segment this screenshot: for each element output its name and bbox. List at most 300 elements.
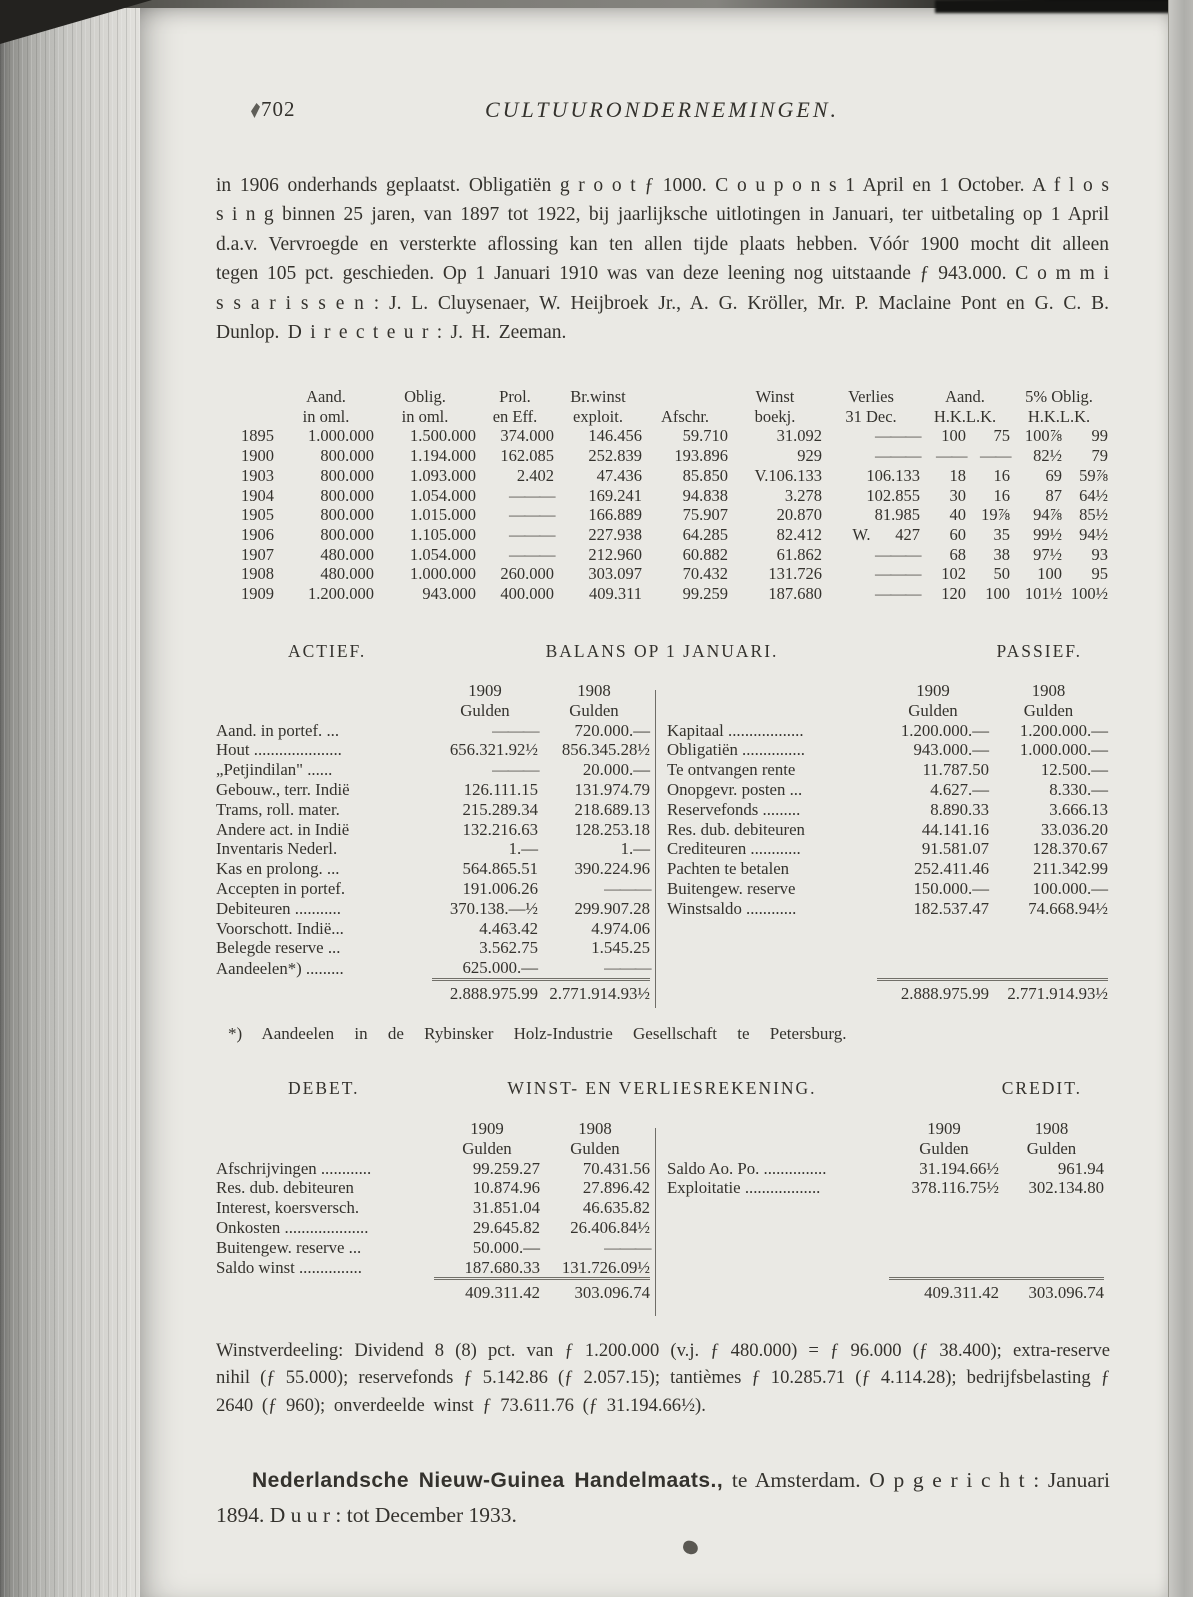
book-page-edges [0, 0, 140, 1597]
balance-section-titles [216, 641, 1108, 663]
fin-row [667, 919, 1108, 939]
fin-value-cell: 4.974.06 [591, 918, 650, 938]
fin-label-cell [667, 1218, 889, 1238]
history-value-cell: 94.838 [682, 485, 728, 505]
fin-label-cell: Res. dub. debiteuren [667, 819, 805, 839]
fin-unit-cell: Gulden [1023, 700, 1074, 720]
fin-total-cell: 303.096.74 [999, 1279, 1104, 1303]
history-value-cell: 800.000 [320, 446, 374, 466]
fin-unit-cell: Gulden [460, 700, 510, 720]
history-row [228, 505, 1108, 525]
history-table-header [228, 387, 1108, 426]
fin-label-cell: Aandeelen*) ......... [216, 958, 344, 978]
history-header-row [228, 387, 1108, 407]
history-row [228, 525, 1108, 545]
fin-value-cell: ——— [492, 760, 538, 780]
fin-row [667, 879, 1108, 899]
fin-label-cell [667, 938, 877, 958]
history-value-cell: 800.000 [320, 465, 374, 485]
history-value-cell: 100 [1037, 564, 1062, 584]
fin-table-body [216, 1159, 650, 1279]
fin-value-cell: 187.680.33 [464, 1257, 540, 1277]
history-value-cell: 1.093.000 [410, 465, 476, 485]
history-value-cell: 75 [993, 426, 1010, 446]
fin-value-cell: 961.94 [1057, 1158, 1104, 1178]
fin-value-cell: 150.000.— [913, 878, 989, 898]
history-value-cell: 106.133 [866, 465, 920, 485]
balans-title: BALANS OP 1 JANUARI. [545, 641, 779, 661]
fin-row [667, 859, 1108, 879]
fin-row [216, 760, 650, 780]
fin-value-cell: 33.036.20 [1040, 819, 1108, 839]
history-value-cell: 99½ [1033, 524, 1062, 544]
history-header-cell: 31 Dec. [845, 406, 897, 426]
fin-header-cell [216, 1119, 434, 1139]
fin-total-cell: 409.311.42 [434, 1279, 540, 1303]
fin-label-cell: Belegde reserve ... [216, 938, 341, 958]
history-value-cell: 30 [949, 485, 966, 505]
fin-year-header-row [216, 1119, 650, 1139]
history-value-cell: 480.000 [320, 544, 374, 564]
fin-row [216, 938, 650, 958]
fin-value-cell: 1.000.000.— [1019, 740, 1108, 760]
actief-title: ACTIEF. [288, 641, 367, 661]
fin-row [216, 1159, 650, 1179]
fin-table-body [667, 1159, 1104, 1279]
history-value-cell: 146.456 [588, 426, 642, 446]
fin-unit-header-row [667, 1139, 1104, 1159]
fin-table-header [216, 1119, 650, 1159]
fin-value-cell: 1.— [508, 839, 538, 859]
fin-row [216, 800, 650, 820]
fin-value-cell: 20.000.— [582, 760, 650, 780]
fin-row [216, 740, 650, 760]
history-value-cell: 1.000.000 [308, 426, 374, 446]
fin-value-cell: 1.545.25 [591, 938, 650, 958]
history-value-cell: 1.105.000 [410, 524, 476, 544]
fin-header-cell [667, 1119, 889, 1139]
fin-label-cell [667, 1258, 889, 1279]
fin-row [667, 1198, 1104, 1218]
history-value-cell: ——— [509, 505, 554, 525]
fin-row [667, 740, 1108, 760]
credit-title: CREDIT. [1001, 1078, 1082, 1098]
history-value-cell: 35 [993, 524, 1010, 544]
debet-title: DEBET. [288, 1078, 360, 1098]
fin-value-cell: 211.342.99 [1033, 859, 1108, 879]
history-row [228, 545, 1108, 565]
history-value-cell: 187.680 [768, 584, 822, 604]
fin-value-cell [999, 1198, 1104, 1218]
history-value-cell: 18 [949, 465, 966, 485]
fin-label-cell: Debiteuren ........... [216, 898, 341, 918]
fin-value-cell: ——— [604, 878, 650, 898]
history-header-cell: en Eff. [492, 406, 538, 426]
history-year-cell: 1895 [241, 426, 274, 446]
fin-year-cell: 1908 [578, 1119, 612, 1138]
history-row [228, 486, 1108, 506]
fin-value-cell [889, 1218, 999, 1238]
fin-value-cell: 27.896.42 [582, 1178, 650, 1198]
company-details: te Amsterdam. O p g e r i c h t : Januari 1894. D u u r : tot December 1933. [216, 1467, 1110, 1527]
fin-row [216, 1178, 650, 1198]
fin-value-cell: 44.141.16 [921, 819, 989, 839]
fin-value-cell: 8.890.33 [930, 799, 989, 819]
history-header-cell: in oml. [302, 406, 350, 426]
fin-value-cell: 131.974.79 [574, 779, 650, 799]
fin-value-cell: 1.200.000.— [900, 720, 989, 740]
history-value-cell: 61.862 [776, 544, 822, 564]
fin-label-cell: Saldo winst ............... [216, 1258, 362, 1278]
history-header-cell: exploit. [573, 406, 623, 426]
history-value-cell: 60 [949, 524, 966, 544]
history-value-cell: 2.402 [516, 465, 554, 485]
fin-value-cell [989, 958, 1108, 979]
history-year-cell: 1907 [241, 544, 274, 564]
fin-header-cell [667, 1139, 889, 1159]
fin-total-cell: 303.096.74 [540, 1279, 650, 1303]
history-value-cell: ——— [875, 426, 920, 446]
history-value-cell: 400.000 [500, 584, 554, 604]
fin-value-cell: 218.689.13 [574, 799, 650, 819]
history-table-body [228, 426, 1108, 603]
history-year-cell: 1900 [241, 446, 274, 466]
fin-label-cell: Res. dub. debiteuren [216, 1178, 354, 1198]
history-value-cell: 1.054.000 [410, 544, 476, 564]
profit-loss-statement [216, 1119, 1108, 1303]
history-value-cell: 166.889 [588, 505, 642, 525]
fin-total-label [667, 1279, 889, 1303]
history-value-cell: 31.092 [776, 426, 822, 446]
fin-row [667, 1258, 1104, 1279]
fin-label-cell: Saldo Ao. Po. ............... [667, 1158, 827, 1178]
fin-label-cell: Te ontvangen rente [667, 760, 796, 780]
history-value-cell: 260.000 [500, 564, 554, 584]
history-value-cell: 95 [1091, 564, 1108, 584]
fin-value-cell: 3.562.75 [479, 938, 538, 958]
history-value-cell: 69 [1045, 465, 1062, 485]
fin-value-cell: 1.— [620, 839, 650, 859]
profit-loss-divider [655, 1128, 656, 1316]
history-year-cell: 1905 [241, 505, 274, 525]
fin-value-cell: 10.874.96 [472, 1178, 540, 1198]
fin-value-cell: 856.345.28½ [561, 740, 650, 760]
history-value-cell: ——— [509, 485, 554, 505]
history-value-cell: 409.311 [588, 584, 642, 604]
fin-table-footer [216, 979, 650, 1003]
fin-label-cell: Hout ..................... [216, 740, 342, 760]
balance-sheet [216, 681, 1108, 1004]
history-value-cell: 64½ [1079, 485, 1108, 505]
fin-value-cell: 370.138.—½ [449, 898, 538, 918]
history-value-cell: ——— [509, 544, 554, 564]
history-header-cell: Verlies [848, 387, 894, 406]
fin-value-cell: 625.000.— [462, 958, 538, 978]
fin-value-cell: 4.627.— [930, 779, 989, 799]
history-header-cell: boekj. [754, 406, 796, 426]
history-value-cell: 94⅞ [1033, 505, 1062, 525]
history-value-cell: 227.938 [588, 524, 642, 544]
history-value-cell: 212.960 [588, 544, 642, 564]
fin-value-cell: 215.289.34 [462, 799, 538, 819]
history-value-cell: 1.200.000 [308, 584, 374, 604]
fin-row [667, 839, 1108, 859]
fin-label-cell: Interest, koersversch. [216, 1198, 360, 1218]
fin-row [216, 879, 650, 899]
history-value-cell: 93 [1091, 544, 1108, 564]
fin-year-cell: 1908 [1031, 681, 1066, 700]
fin-label-cell: Buitengew. reserve ... [216, 1237, 362, 1257]
history-header-cell [642, 387, 728, 407]
fin-table-body [216, 721, 650, 980]
fin-value-cell: 99.259.27 [472, 1158, 540, 1178]
history-value-cell: ——— [509, 524, 554, 544]
fin-year-cell: 1908 [1034, 1119, 1069, 1138]
running-header: CULTUURONDERNEMINGEN. [484, 97, 840, 122]
fin-value-cell: 128.253.18 [574, 819, 650, 839]
history-value-cell: 16 [993, 465, 1010, 485]
fin-value-cell: 31.194.66½ [919, 1158, 999, 1178]
history-value-cell: ——— [875, 584, 920, 604]
fin-value-cell [889, 1198, 999, 1218]
history-value-cell: 100½ [1070, 584, 1108, 604]
history-row [228, 426, 1108, 446]
fin-label-cell: Voorschott. Indië... [216, 918, 344, 938]
balance-footnote: *) Aandeelen in de Rybinsker Holz-Industrie Gesellschaft te Petersburg. [228, 1024, 847, 1043]
fin-label-cell: Andere act. in Indië [216, 819, 350, 839]
history-value-cell: —— [980, 446, 1010, 466]
fin-row [667, 1238, 1104, 1258]
page-header-row [218, 97, 1106, 123]
history-header-cell: Oblig. [404, 387, 446, 406]
history-value-cell: 59⅞ [1079, 465, 1108, 485]
history-value-cell: 85.850 [682, 465, 728, 485]
fin-row [667, 820, 1108, 840]
history-value-cell: 82.412 [776, 524, 822, 544]
fin-row [216, 820, 650, 840]
fin-label-cell: Gebouw., terr. Indië [216, 779, 350, 799]
fin-table-footer [216, 1279, 650, 1303]
actief-table [216, 681, 650, 1004]
fin-label-cell: Crediteuren ............ [667, 839, 801, 859]
history-header-cell: 5% Oblig. [1025, 387, 1093, 406]
history-header-cell: H.K.L.K. [933, 406, 997, 426]
history-header-cell: Aand. [306, 387, 346, 406]
fin-row [216, 859, 650, 879]
fin-total-cell: 2.771.914.93½ [538, 979, 650, 1003]
fin-value-cell: 8.330.— [1049, 779, 1108, 799]
fin-year-header-row [667, 681, 1108, 701]
fin-value-cell: 12.500.— [1040, 760, 1108, 780]
passief-table [667, 681, 1108, 1004]
history-value-cell: 20.870 [776, 505, 822, 525]
fin-label-cell: Inventaris Nederl. [216, 839, 338, 859]
fin-row [667, 1159, 1104, 1179]
fin-table-header [667, 1119, 1104, 1159]
debet-table [216, 1119, 650, 1303]
history-value-cell: 47.436 [596, 465, 642, 485]
history-value-cell: V.106.133 [754, 465, 822, 485]
fin-unit-cell: Gulden [570, 1138, 620, 1158]
fin-header-cell [216, 681, 432, 701]
fin-year-cell: 1909 [468, 681, 502, 700]
fin-value-cell [877, 938, 989, 958]
fin-label-cell: Afschrijvingen ............ [216, 1158, 372, 1178]
history-value-cell: 193.896 [674, 446, 728, 466]
history-value-cell: 943.000 [422, 584, 476, 604]
fin-label-cell: Pachten te betalen [667, 859, 790, 879]
fin-row [667, 800, 1108, 820]
history-value-cell: ——— [875, 446, 920, 466]
fin-row [216, 839, 650, 859]
fin-year-cell: 1908 [577, 681, 611, 700]
fin-label-cell: Buitengew. reserve [667, 878, 796, 898]
history-value-cell: 102.855 [866, 485, 920, 505]
fin-label-cell: Onopgevr. posten ... [667, 779, 803, 799]
fin-value-cell: 943.000.— [913, 740, 989, 760]
fin-value-cell: 191.006.26 [462, 878, 538, 898]
history-row [228, 564, 1108, 584]
history-value-cell: 40 [949, 505, 966, 525]
history-value-cell: 19⅞ [981, 505, 1010, 525]
fin-value-cell: 299.907.28 [574, 898, 650, 918]
credit-table [667, 1119, 1104, 1303]
fin-unit-cell: Gulden [462, 1138, 512, 1158]
history-value-cell: 1.054.000 [410, 485, 476, 505]
history-row [228, 446, 1108, 466]
history-value-cell: 85½ [1079, 505, 1108, 525]
fin-value-cell: 131.726.09½ [561, 1257, 650, 1277]
history-value-cell: 94½ [1079, 524, 1108, 544]
fin-total-cell: 2.888.975.99 [877, 979, 989, 1003]
fin-value-cell: 91.581.07 [921, 839, 989, 859]
fin-table-header [216, 681, 650, 721]
history-value-cell: 100⅞ [1024, 426, 1062, 446]
fin-table-body [667, 721, 1108, 980]
fin-value-cell [999, 1258, 1104, 1279]
history-table [228, 387, 1108, 604]
history-value-cell: 800.000 [320, 485, 374, 505]
history-value-cell: 1.500.000 [410, 426, 476, 446]
fin-value-cell [889, 1258, 999, 1279]
fin-value-cell: 302.134.80 [1028, 1178, 1104, 1198]
fin-row [216, 1198, 650, 1218]
history-value-cell: 59.710 [682, 426, 728, 446]
fin-value-cell: 390.224.96 [574, 859, 650, 879]
fin-row [216, 721, 650, 741]
fin-row [216, 1258, 650, 1279]
fin-year-cell: 1909 [927, 1119, 961, 1138]
history-year-cell: 1903 [241, 465, 274, 485]
fin-value-cell: 656.321.92½ [449, 740, 538, 760]
fin-unit-cell: Gulden [1026, 1138, 1077, 1158]
fin-value-cell: 70.431.56 [582, 1158, 650, 1178]
fin-unit-header-row [216, 1139, 650, 1159]
fin-label-cell: Winstsaldo ............ [667, 898, 797, 918]
history-header-cell: Br.winst [570, 387, 626, 406]
fin-value-cell [999, 1218, 1104, 1238]
fin-total-label [216, 979, 432, 1003]
history-row [228, 466, 1108, 486]
fin-label-cell: „Petjindilan" ...... [216, 760, 333, 780]
history-value-cell: 1.015.000 [410, 505, 476, 525]
history-value-cell: 800.000 [320, 524, 374, 544]
fin-total-label [667, 979, 877, 1003]
fin-total-cell: 2.771.914.93½ [989, 979, 1108, 1003]
fin-total-label [216, 1279, 434, 1303]
history-value-cell: 252.839 [588, 446, 642, 466]
fin-total-row [216, 979, 650, 1003]
fin-value-cell: 1.200.000.— [1019, 720, 1108, 740]
fin-table-footer [667, 979, 1108, 1003]
company-name: Nederlandsche Nieuw-Guinea Handelmaats., [252, 1468, 724, 1492]
fin-value-cell: 126.111.15 [463, 779, 538, 799]
history-value-cell: W. 427 [852, 524, 920, 544]
fin-label-cell: Reservefonds ......... [667, 799, 801, 819]
fin-unit-cell: Gulden [919, 1138, 969, 1158]
fin-value-cell: 564.865.51 [462, 859, 538, 879]
fin-row [667, 721, 1108, 741]
fin-value-cell: 31.851.04 [472, 1198, 540, 1218]
fin-table-header [667, 681, 1108, 721]
history-value-cell: 50 [993, 564, 1010, 584]
fin-label-cell [667, 958, 877, 979]
history-row [228, 584, 1108, 604]
fin-row [216, 780, 650, 800]
history-value-cell: 38 [993, 544, 1010, 564]
history-value-cell: 70.432 [682, 564, 728, 584]
fin-value-cell: 720.000.— [574, 720, 650, 740]
fin-unit-header-row [667, 701, 1108, 721]
fin-value-cell [877, 919, 989, 939]
history-header-cell: Afschr. [660, 406, 710, 426]
fin-value-cell: 29.645.82 [472, 1217, 540, 1237]
fin-row [667, 938, 1108, 958]
fin-total-row [667, 1279, 1104, 1303]
history-header-cell [228, 387, 278, 407]
page-right-edge [1168, 0, 1193, 1597]
history-header-cell: Winst [755, 387, 795, 406]
fin-year-header-row [216, 681, 650, 701]
fin-header-cell [216, 1139, 434, 1159]
fin-unit-header-row [216, 701, 650, 721]
history-value-cell: 100 [985, 584, 1010, 604]
history-value-cell: 169.241 [588, 485, 642, 505]
fin-row [667, 899, 1108, 919]
history-value-cell: 64.285 [682, 524, 728, 544]
fin-year-header-row [667, 1119, 1104, 1139]
fin-row [667, 780, 1108, 800]
fin-label-cell: Accepten in portef. [216, 878, 346, 898]
fin-value-cell: 100.000.— [1032, 878, 1108, 898]
fin-value-cell: 46.635.82 [582, 1198, 650, 1218]
fin-header-cell [667, 681, 877, 701]
profit-loss-section-titles [216, 1078, 1108, 1100]
fin-row [216, 899, 650, 919]
history-value-cell: 100 [941, 426, 966, 446]
history-value-cell: 68 [949, 544, 966, 564]
page-number: 702 [250, 97, 296, 122]
history-value-cell: ——— [875, 564, 920, 584]
history-year-cell: 1909 [241, 584, 274, 604]
fin-value-cell: 132.216.63 [462, 819, 538, 839]
fin-value-cell: ——— [492, 720, 538, 740]
fin-row [667, 760, 1108, 780]
fin-label-cell: Trams, roll. mater. [216, 799, 340, 819]
fin-label-cell [667, 919, 877, 939]
history-value-cell: 99 [1091, 426, 1108, 446]
balance-divider [655, 690, 656, 1008]
